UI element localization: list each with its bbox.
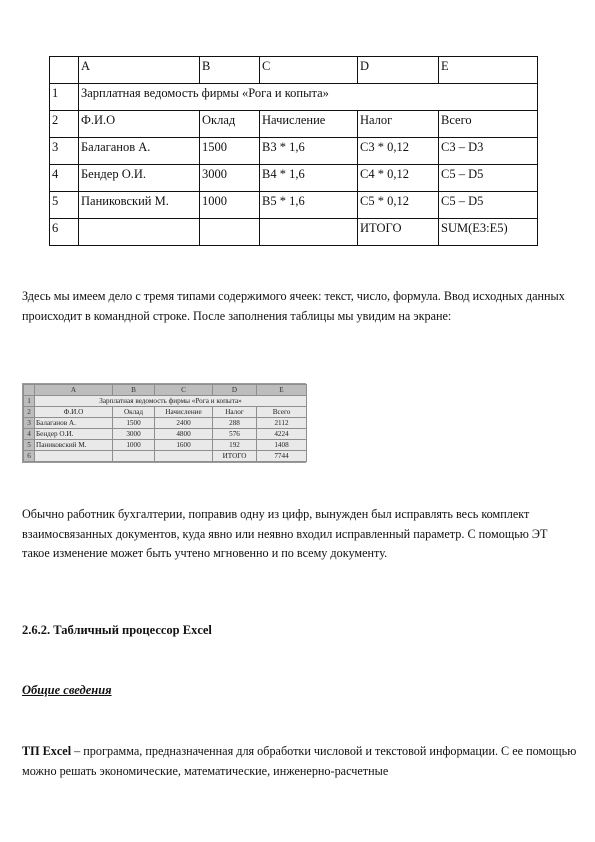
sheet-cell: Оклад [113,407,155,418]
formula-cell [200,219,260,246]
sheet-row [24,407,307,418]
sheet-row-number: 5 [24,440,35,451]
formula-cell: 5 [50,192,79,219]
sheet-row-number: 1 [24,396,35,407]
intro-paragraph: Здесь мы имеем дело с тремя типами содержимого ячеек: текст, число, формула. Ввод исходных данных происходит в командной строке. После заполнения таблицы мы увидим на экране: [22,289,565,323]
sheet-cell: 1600 [155,440,213,451]
formula-cell: C3 – D3 [439,138,538,165]
formula-cell: C5 * 0,12 [358,192,439,219]
sheet-row-number: 2 [24,407,35,418]
sheet-column-header: C [155,385,213,396]
sheet-row-number: 6 [24,451,35,462]
sheet-row [24,429,307,440]
formula-cell: B5 * 1,6 [260,192,358,219]
formula-header-cell [50,57,79,84]
formula-cell: B3 * 1,6 [260,138,358,165]
formula-header-cell: E [439,57,538,84]
formula-cell [260,219,358,246]
formula-row [50,138,538,165]
sheet-cell: Ф.И.О [35,407,113,418]
formula-cell: Бендер О.И. [79,165,200,192]
sheet-cell [113,451,155,462]
formula-header-cell: B [200,57,260,84]
formula-cell: ИТОГО [358,219,439,246]
formula-header-cell: C [260,57,358,84]
formula-cell: 1000 [200,192,260,219]
formula-row-number: 1 [50,84,79,111]
sheet-cell: Паниковский М. [35,440,113,451]
sheet-column-header: B [113,385,155,396]
sheet-column-header: D [213,385,257,396]
formula-cell: 3000 [200,165,260,192]
formula-row [50,165,538,192]
sheet-row [24,440,307,451]
sheet-cell: Налог [213,407,257,418]
formula-cell: C4 * 0,12 [358,165,439,192]
sheet-cell: 288 [213,418,257,429]
excel-definition-paragraph [22,742,577,781]
sheet-row-number: 4 [24,429,35,440]
formula-cell: C5 – D5 [439,192,538,219]
spreadsheet-table [23,384,307,462]
formula-title-row [50,84,538,111]
formula-row [50,111,538,138]
sheet-cell: 576 [213,429,257,440]
formula-cell: 1500 [200,138,260,165]
formula-cell [79,219,200,246]
formula-header-cell: D [358,57,439,84]
formula-cell: Ф.И.О [79,111,200,138]
formula-cell: Начисление [260,111,358,138]
spreadsheet-screenshot [22,383,306,463]
sheet-cell: 2400 [155,418,213,429]
sheet-cell [35,451,113,462]
formula-cell: Всего [439,111,538,138]
formula-header-cell: A [79,57,200,84]
formula-cell: 4 [50,165,79,192]
formula-row [50,192,538,219]
sheet-cell: Начисление [155,407,213,418]
sheet-cell: 192 [213,440,257,451]
sheet-cell: Балаганов А. [35,418,113,429]
sheet-cell: 1408 [257,440,307,451]
formula-cell: C3 * 0,12 [358,138,439,165]
subheading: Общие сведения [22,683,112,697]
formula-cell: SUM(E3:E5) [439,219,538,246]
sheet-row [24,418,307,429]
formula-cell: 3 [50,138,79,165]
formula-cell: 6 [50,219,79,246]
sheet-title-cell: Зарплатная ведомость фирмы «Рога и копыта» [35,396,307,407]
formula-cell: Балаганов А. [79,138,200,165]
sheet-title-row [24,396,307,407]
sheet-cell: 4800 [155,429,213,440]
sheet-cell: 3000 [113,429,155,440]
sheet-cell: 1000 [113,440,155,451]
formula-header-row [50,57,538,84]
formula-row [50,219,538,246]
sheet-column-headers [24,385,307,396]
sheet-row-number: 3 [24,418,35,429]
formula-cell: 2 [50,111,79,138]
sheet-column-header: E [257,385,307,396]
sheet-cell: 1500 [113,418,155,429]
formula-cell: B4 * 1,6 [260,165,358,192]
sheet-cell: Всего [257,407,307,418]
sheet-cell: 2112 [257,418,307,429]
sheet-cell: 7744 [257,451,307,462]
sheet-cell [155,451,213,462]
sheet-cell: Бендер О.И. [35,429,113,440]
formula-title-cell: Зарплатная ведомость фирмы «Рога и копыта» [79,84,538,111]
excel-definition-text: – программа, предназначенная для обработки числовой и текстовой информации. С ее помощью можно решать экономические, математические, инженерно-расчетные [22,744,577,778]
section-heading: 2.6.2. Табличный процессор Excel [22,623,212,637]
excel-term: ТП Excel [22,744,72,758]
formula-cell: Паниковский М. [79,192,200,219]
sheet-cell: ИТОГО [213,451,257,462]
formula-cell: Налог [358,111,439,138]
explanation-paragraph: Обычно работник бухгалтерии, поправив одну из цифр, вынужден был исправлять весь комплект взаимосвязанных документов, куда явно или неявно входил исправленный параметр. С помощью ЭТ такое изменение может быть учтено мгновенно и по всему документу. [22,507,548,560]
sheet-corner [24,385,35,396]
sheet-row [24,451,307,462]
formula-cell: C5 – D5 [439,165,538,192]
sheet-cell: 4224 [257,429,307,440]
formula-table [49,56,538,246]
formula-cell: Оклад [200,111,260,138]
sheet-column-header: A [35,385,113,396]
